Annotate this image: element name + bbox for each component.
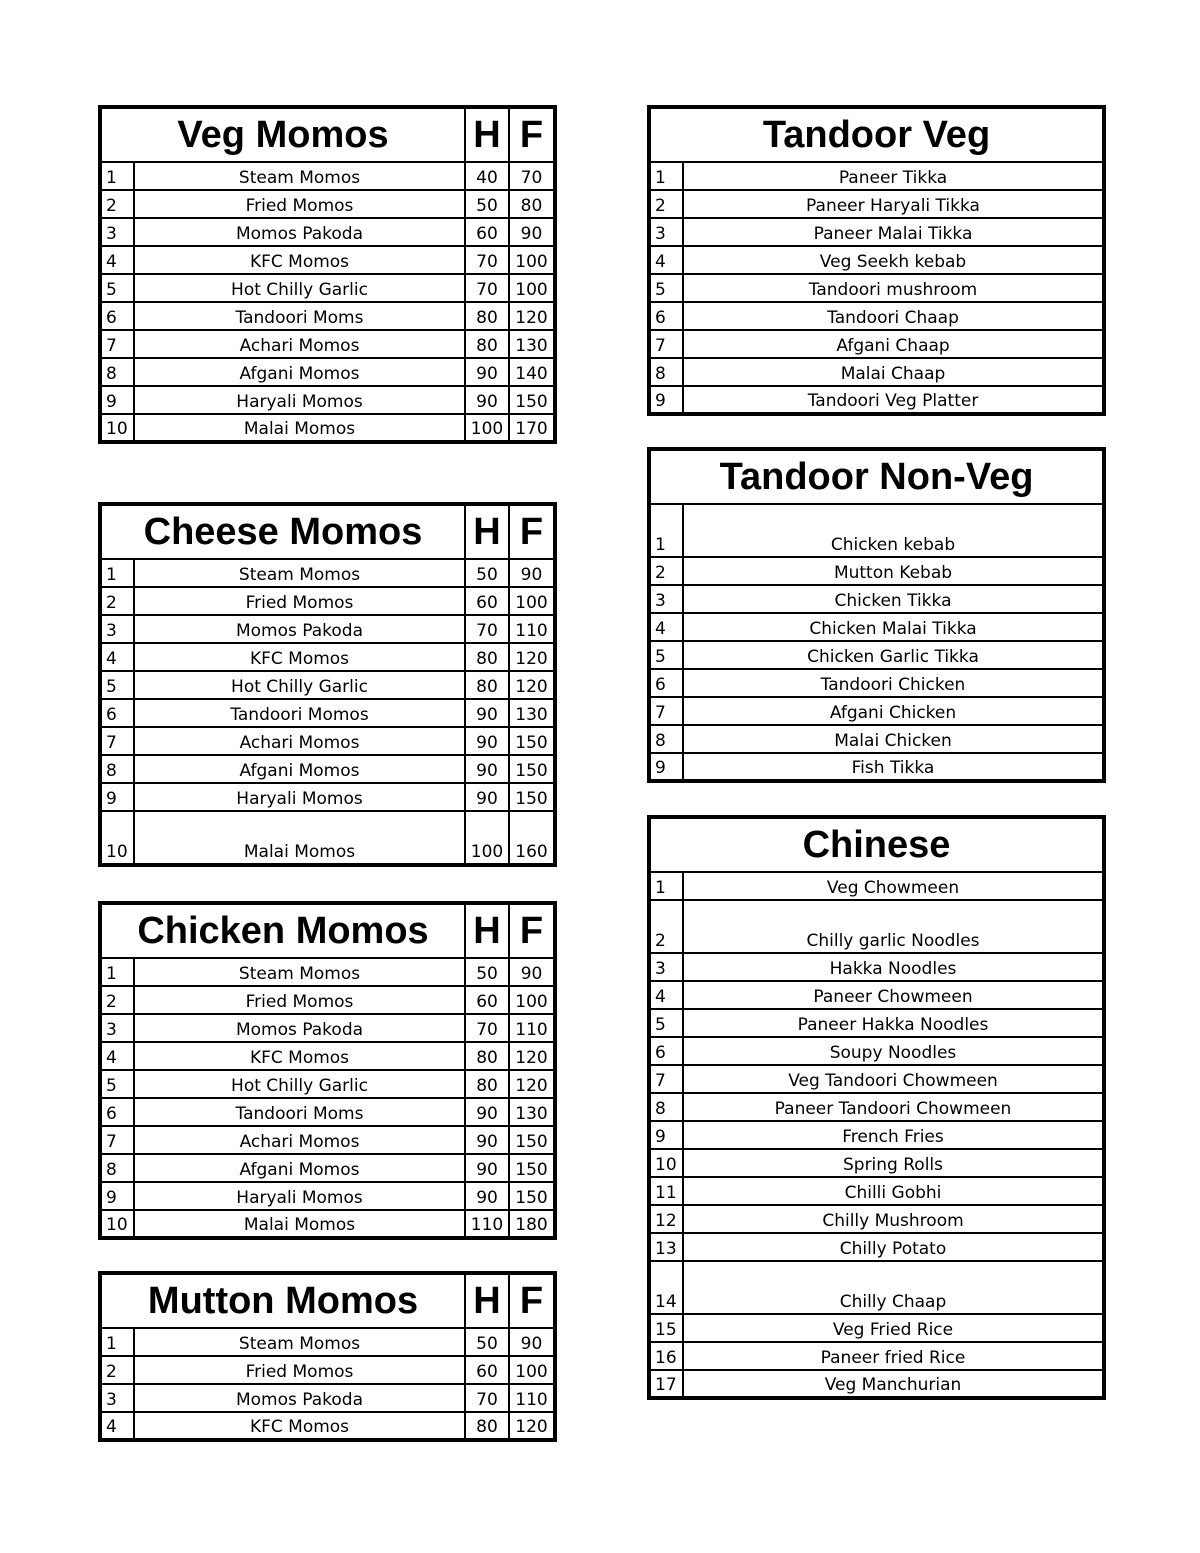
item-name: Tandoori Chicken [683,669,1104,697]
item-number: 5 [649,1009,683,1037]
item-name: Malai Chicken [683,725,1104,753]
full-price: 130 [509,699,555,727]
half-price: 80 [465,643,509,671]
menu-item-row [649,386,1104,414]
half-price: 90 [465,1126,509,1154]
half-price: 60 [465,1356,509,1384]
item-number: 8 [100,358,134,386]
item-name: Afgani Momos [134,1154,465,1182]
menu-item-row [649,1342,1104,1370]
menu-item-row [100,190,555,218]
item-number: 6 [649,669,683,697]
item-name: Tandoori Moms [134,1098,465,1126]
item-number: 9 [100,783,134,811]
chicken-momos-table [98,901,557,1240]
item-name: Chilly Potato [683,1233,1104,1261]
menu-item-row [649,1065,1104,1093]
menu-item-row [649,753,1104,781]
half-price: 90 [465,783,509,811]
item-number: 5 [649,274,683,302]
item-number: 3 [100,1384,134,1412]
menu-item-row [649,900,1104,953]
full-price: 100 [509,274,555,302]
section-title: Veg Momos [100,107,465,162]
half-price: 90 [465,386,509,414]
menu-item-row [100,986,555,1014]
half-price: 80 [465,1412,509,1440]
item-name: Chilly garlic Noodles [683,900,1104,953]
item-number: 2 [649,557,683,585]
menu-item-row [649,504,1104,557]
item-number: 1 [649,504,683,557]
item-number: 10 [649,1149,683,1177]
item-name: Malai Momos [134,811,465,865]
half-price: 80 [465,1042,509,1070]
menu-item-row [100,358,555,386]
half-price: 90 [465,727,509,755]
half-price: 80 [465,671,509,699]
full-price: 150 [509,1154,555,1182]
item-name: KFC Momos [134,643,465,671]
item-name: Veg Manchurian [683,1370,1104,1398]
item-name: Paneer Malai Tikka [683,218,1104,246]
item-name: Afgani Momos [134,358,465,386]
item-name: Tandoori mushroom [683,274,1104,302]
item-name: Haryali Momos [134,386,465,414]
item-number: 4 [649,246,683,274]
item-name: Tandoori Moms [134,302,465,330]
menu-item-row [649,872,1104,900]
item-number: 9 [649,386,683,414]
item-name: Chilly Chaap [683,1261,1104,1314]
half-price: 60 [465,218,509,246]
menu-item-row [100,1014,555,1042]
item-name: Steam Momos [134,1328,465,1356]
full-price: 110 [509,1014,555,1042]
item-name: Paneer Haryali Tikka [683,190,1104,218]
item-name: Malai Momos [134,414,465,442]
item-number: 1 [100,559,134,587]
full-price: 150 [509,386,555,414]
menu-item-row [649,190,1104,218]
item-name: Malai Chaap [683,358,1104,386]
full-price: 160 [509,811,555,865]
menu-item-row [649,1149,1104,1177]
item-number: 3 [649,218,683,246]
half-price: 50 [465,958,509,986]
half-price: 70 [465,1384,509,1412]
full-price: 90 [509,1328,555,1356]
item-name: Momos Pakoda [134,615,465,643]
section-title: Chicken Momos [100,903,465,958]
menu-item-row [649,641,1104,669]
full-price: 140 [509,358,555,386]
half-price: 60 [465,587,509,615]
section-title: Cheese Momos [100,504,465,559]
item-number: 1 [649,162,683,190]
item-name: Mutton Kebab [683,557,1104,585]
menu-item-row [100,783,555,811]
menu-item-row [100,727,555,755]
full-price-header: F [509,1273,555,1328]
menu-item-row [649,1261,1104,1314]
item-name: KFC Momos [134,246,465,274]
item-number: 7 [649,330,683,358]
item-number: 4 [100,246,134,274]
item-number: 9 [649,753,683,781]
item-number: 8 [649,725,683,753]
full-price: 150 [509,1182,555,1210]
half-price: 90 [465,358,509,386]
item-name: Momos Pakoda [134,1384,465,1412]
item-name: Veg Chowmeen [683,872,1104,900]
menu-item-row [100,302,555,330]
section-title: Chinese [649,817,1104,872]
item-name: Tandoori Chaap [683,302,1104,330]
half-price: 90 [465,755,509,783]
menu-item-row [100,274,555,302]
item-number: 4 [100,1042,134,1070]
item-name: Steam Momos [134,162,465,190]
half-price-header: H [465,903,509,958]
half-price: 70 [465,274,509,302]
menu-item-row [100,414,555,442]
menu-item-row [100,162,555,190]
item-name: Steam Momos [134,559,465,587]
full-price: 170 [509,414,555,442]
full-price: 100 [509,587,555,615]
menu-item-row [100,587,555,615]
item-number: 6 [649,302,683,330]
item-name: Tandoori Momos [134,699,465,727]
full-price: 70 [509,162,555,190]
menu-item-row [100,1126,555,1154]
half-price: 40 [465,162,509,190]
full-price: 120 [509,671,555,699]
full-price: 90 [509,218,555,246]
item-name: Soupy Noodles [683,1037,1104,1065]
item-number: 2 [100,1356,134,1384]
item-name: Chicken Tikka [683,585,1104,613]
menu-item-row [649,1314,1104,1342]
item-number: 16 [649,1342,683,1370]
full-price: 90 [509,958,555,986]
item-name: Hot Chilly Garlic [134,274,465,302]
item-number: 1 [100,162,134,190]
full-price: 120 [509,302,555,330]
item-number: 5 [100,1070,134,1098]
half-price: 50 [465,1328,509,1356]
item-name: Fried Momos [134,1356,465,1384]
item-name: Momos Pakoda [134,218,465,246]
item-name: Chicken kebab [683,504,1104,557]
item-number: 7 [100,330,134,358]
menu-item-row [649,274,1104,302]
full-price: 100 [509,1356,555,1384]
menu-item-row [100,643,555,671]
item-number: 4 [649,981,683,1009]
full-price: 120 [509,643,555,671]
item-name: Momos Pakoda [134,1014,465,1042]
full-price: 130 [509,330,555,358]
menu-item-row [649,358,1104,386]
half-price: 100 [465,811,509,865]
half-price: 90 [465,1154,509,1182]
half-price: 110 [465,1210,509,1238]
item-name: Fried Momos [134,587,465,615]
item-name: Afgani Momos [134,755,465,783]
full-price: 150 [509,727,555,755]
menu-item-row [100,1098,555,1126]
item-name: Achari Momos [134,727,465,755]
menu-item-row [100,755,555,783]
item-number: 1 [649,872,683,900]
item-name: Achari Momos [134,330,465,358]
menu-item-row [100,1328,555,1356]
full-price: 150 [509,755,555,783]
full-price: 110 [509,615,555,643]
item-name: Veg Seekh kebab [683,246,1104,274]
veg-momos-table [98,105,557,444]
item-number: 17 [649,1370,683,1398]
menu-item-row [100,1210,555,1238]
item-name: Hot Chilly Garlic [134,671,465,699]
half-price-header: H [465,504,509,559]
item-number: 7 [100,1126,134,1154]
item-number: 12 [649,1205,683,1233]
menu-item-row [649,1121,1104,1149]
item-name: Spring Rolls [683,1149,1104,1177]
item-number: 7 [649,1065,683,1093]
item-number: 7 [649,697,683,725]
menu-item-row [100,1182,555,1210]
chinese-table [647,815,1106,1400]
item-number: 10 [100,1210,134,1238]
item-name: Paneer fried Rice [683,1342,1104,1370]
item-name: Chicken Malai Tikka [683,613,1104,641]
menu-item-row [100,1070,555,1098]
item-number: 6 [100,1098,134,1126]
cheese-momos-table [98,502,557,867]
item-name: Fried Momos [134,190,465,218]
half-price: 90 [465,699,509,727]
item-name: Fried Momos [134,986,465,1014]
half-price: 80 [465,302,509,330]
full-price-header: F [509,107,555,162]
item-number: 2 [100,190,134,218]
item-name: Chilli Gobhi [683,1177,1104,1205]
item-name: Veg Fried Rice [683,1314,1104,1342]
full-price: 150 [509,1126,555,1154]
half-price: 70 [465,1014,509,1042]
menu-item-row [100,1154,555,1182]
item-number: 2 [649,900,683,953]
item-name: Chilly Mushroom [683,1205,1104,1233]
full-price: 80 [509,190,555,218]
full-price-header: F [509,504,555,559]
item-number: 9 [100,1182,134,1210]
menu-item-row [649,218,1104,246]
half-price-header: H [465,1273,509,1328]
half-price: 80 [465,1070,509,1098]
item-name: Hot Chilly Garlic [134,1070,465,1098]
menu-item-row [100,958,555,986]
item-name: Steam Momos [134,958,465,986]
menu-item-row [100,671,555,699]
full-price: 130 [509,1098,555,1126]
full-price: 180 [509,1210,555,1238]
half-price: 70 [465,246,509,274]
menu-item-row [649,246,1104,274]
menu-item-row [100,1412,555,1440]
item-number: 3 [649,953,683,981]
full-price: 120 [509,1070,555,1098]
tandoor-nonveg-table [647,447,1106,783]
menu-item-row [649,1370,1104,1398]
menu-item-row [649,1233,1104,1261]
item-number: 3 [100,218,134,246]
item-number: 10 [100,811,134,865]
item-name: Paneer Hakka Noodles [683,1009,1104,1037]
item-number: 6 [100,699,134,727]
menu-item-row [649,953,1104,981]
menu-item-row [100,218,555,246]
full-price: 100 [509,246,555,274]
item-name: Tandoori Veg Platter [683,386,1104,414]
full-price: 90 [509,559,555,587]
item-name: Paneer Tandoori Chowmeen [683,1093,1104,1121]
menu-item-row [100,559,555,587]
item-name: Paneer Chowmeen [683,981,1104,1009]
item-name: Paneer Tikka [683,162,1104,190]
section-title: Mutton Momos [100,1273,465,1328]
menu-item-row [649,981,1104,1009]
item-number: 5 [100,671,134,699]
item-number: 9 [100,386,134,414]
item-number: 11 [649,1177,683,1205]
menu-item-row [100,246,555,274]
item-number: 4 [649,613,683,641]
item-name: French Fries [683,1121,1104,1149]
menu-item-row [100,1042,555,1070]
menu-item-row [649,1037,1104,1065]
menu-item-row [100,386,555,414]
item-name: Achari Momos [134,1126,465,1154]
item-number: 10 [100,414,134,442]
menu-item-row [649,725,1104,753]
item-name: KFC Momos [134,1042,465,1070]
half-price-header: H [465,107,509,162]
half-price: 60 [465,986,509,1014]
menu-item-row [649,557,1104,585]
item-name: Fish Tikka [683,753,1104,781]
menu-item-row [649,1205,1104,1233]
item-number: 7 [100,727,134,755]
menu-item-row [649,1177,1104,1205]
item-number: 1 [100,958,134,986]
item-number: 5 [100,274,134,302]
item-number: 8 [100,1154,134,1182]
section-title: Tandoor Veg [649,107,1104,162]
menu-item-row [649,330,1104,358]
item-number: 14 [649,1261,683,1314]
half-price: 70 [465,615,509,643]
half-price: 50 [465,559,509,587]
menu-item-row [649,613,1104,641]
item-name: Hakka Noodles [683,953,1104,981]
item-name: Malai Momos [134,1210,465,1238]
menu-item-row [100,811,555,865]
menu-item-row [649,162,1104,190]
menu-item-row [100,1384,555,1412]
tandoor-veg-table [647,105,1106,416]
item-number: 6 [100,302,134,330]
item-number: 8 [649,358,683,386]
item-number: 2 [649,190,683,218]
half-price: 100 [465,414,509,442]
item-number: 3 [100,615,134,643]
item-number: 5 [649,641,683,669]
menu-item-row [649,697,1104,725]
item-name: Chicken Garlic Tikka [683,641,1104,669]
full-price: 110 [509,1384,555,1412]
item-number: 4 [100,643,134,671]
item-number: 1 [100,1328,134,1356]
item-name: Veg Tandoori Chowmeen [683,1065,1104,1093]
section-title: Tandoor Non-Veg [649,449,1104,504]
item-name: Afgani Chicken [683,697,1104,725]
item-name: KFC Momos [134,1412,465,1440]
menu-item-row [649,585,1104,613]
item-number: 15 [649,1314,683,1342]
menu-item-row [100,699,555,727]
full-price: 120 [509,1042,555,1070]
item-name: Afgani Chaap [683,330,1104,358]
full-price: 150 [509,783,555,811]
item-number: 9 [649,1121,683,1149]
full-price: 120 [509,1412,555,1440]
menu-item-row [100,615,555,643]
menu-item-row [100,330,555,358]
menu-item-row [649,1093,1104,1121]
item-number: 2 [100,587,134,615]
item-number: 3 [100,1014,134,1042]
menu-item-row [100,1356,555,1384]
item-name: Haryali Momos [134,1182,465,1210]
menu-item-row [649,302,1104,330]
item-number: 8 [100,755,134,783]
item-number: 6 [649,1037,683,1065]
half-price: 50 [465,190,509,218]
mutton-momos-table [98,1271,557,1442]
item-number: 4 [100,1412,134,1440]
menu-item-row [649,669,1104,697]
menu-item-row [649,1009,1104,1037]
half-price: 90 [465,1098,509,1126]
item-number: 2 [100,986,134,1014]
item-name: Haryali Momos [134,783,465,811]
half-price: 90 [465,1182,509,1210]
half-price: 80 [465,330,509,358]
item-number: 3 [649,585,683,613]
full-price: 100 [509,986,555,1014]
item-number: 13 [649,1233,683,1261]
full-price-header: F [509,903,555,958]
item-number: 8 [649,1093,683,1121]
